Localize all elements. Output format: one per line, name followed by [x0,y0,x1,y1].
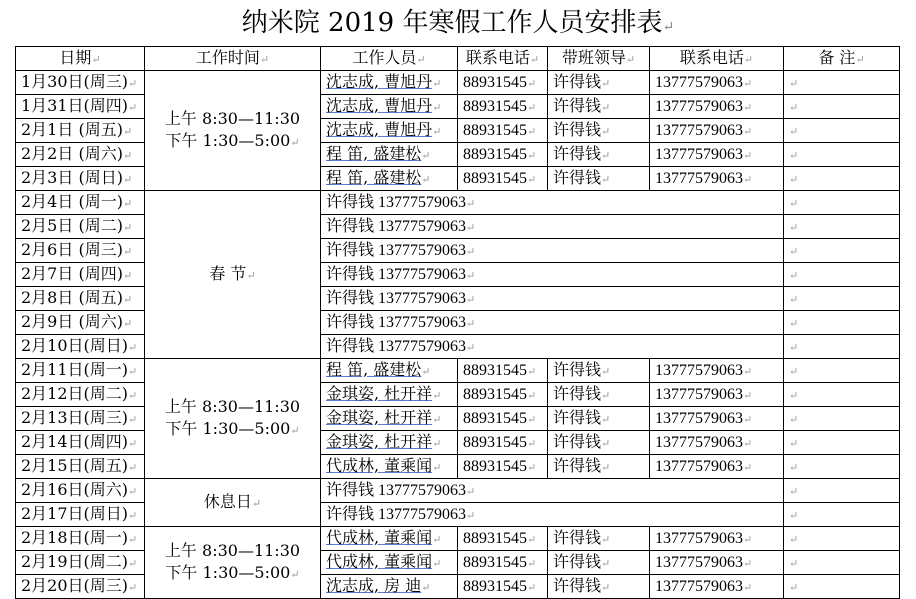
notes-cell: ↵ [784,191,900,215]
date-cell: 2月5日 (周二)↵ [16,215,145,239]
leader-cell: 许得钱↵ [548,455,650,479]
leader-phone-cell: 13777579063↵ [650,143,784,167]
leader-cell: 许得钱↵ [548,551,650,575]
date-cell: 2月7日 (周四)↵ [16,263,145,287]
notes-cell: ↵ [784,143,900,167]
notes-cell: ↵ [784,311,900,335]
leader-phone-cell: 13777579063↵ [650,407,784,431]
duty-cell: 许得钱 13777579063↵ [321,335,784,359]
phone-cell: 88931545↵ [458,71,548,95]
notes-cell: ↵ [784,407,900,431]
date-cell: 2月2日 (周六)↵ [16,143,145,167]
header-time: 工作时间↵ [145,47,321,71]
date-cell: 2月14日(周四)↵ [16,431,145,455]
leader-cell: 许得钱↵ [548,143,650,167]
duty-cell: 许得钱 13777579063↵ [321,215,784,239]
notes-cell: ↵ [784,119,900,143]
table-row [16,71,900,95]
phone-cell: 88931545↵ [458,575,548,599]
leader-phone-cell: 13777579063↵ [650,95,784,119]
date-cell: 2月12日(周二)↵ [16,383,145,407]
notes-cell: ↵ [784,287,900,311]
notes-cell: ↵ [784,455,900,479]
schedule-table [15,46,900,599]
date-cell: 2月18日(周一)↵ [16,527,145,551]
leader-cell: 许得钱↵ [548,95,650,119]
notes-cell: ↵ [784,215,900,239]
date-cell: 2月9日 (周六)↵ [16,311,145,335]
date-cell: 2月16日(周六)↵ [16,479,145,503]
notes-cell: ↵ [784,503,900,527]
phone-cell: 88931545↵ [458,143,548,167]
header-date: 日期↵ [16,47,145,71]
notes-cell: ↵ [784,95,900,119]
leader-phone-cell: 13777579063↵ [650,575,784,599]
notes-cell: ↵ [784,263,900,287]
leader-cell: 许得钱↵ [548,575,650,599]
date-cell: 2月19日(周二)↵ [16,551,145,575]
header-row [16,47,900,71]
notes-cell: ↵ [784,431,900,455]
staff-cell: 沈志成, 曹旭丹↵ [321,71,458,95]
notes-cell: ↵ [784,359,900,383]
header-leader-phone: 联系电话↵ [650,47,784,71]
work-time-cell: 上午 8:30—11:30 下午 1:30—5:00↵ [145,359,321,479]
date-cell: 1月31日(周四)↵ [16,95,145,119]
leader-cell: 许得钱↵ [548,407,650,431]
staff-cell: 金琪姿, 杜开祥↵ [321,407,458,431]
table-row [16,359,900,383]
phone-cell: 88931545↵ [458,95,548,119]
leader-phone-cell: 13777579063↵ [650,167,784,191]
phone-cell: 88931545↵ [458,527,548,551]
date-cell: 2月8日 (周五)↵ [16,287,145,311]
notes-cell: ↵ [784,167,900,191]
header-staff: 工作人员↵ [321,47,458,71]
notes-cell: ↵ [784,575,900,599]
staff-cell: 代成林, 董乘闻↵ [321,455,458,479]
notes-cell: ↵ [784,527,900,551]
leader-phone-cell: 13777579063↵ [650,455,784,479]
leader-cell: 许得钱↵ [548,71,650,95]
phone-cell: 88931545↵ [458,551,548,575]
phone-cell: 88931545↵ [458,383,548,407]
header-notes: 备 注↵ [784,47,900,71]
date-cell: 2月4日 (周一)↵ [16,191,145,215]
table-row [16,527,900,551]
work-time-cell: 春 节↵ [145,191,321,359]
leader-phone-cell: 13777579063↵ [650,359,784,383]
notes-cell: ↵ [784,551,900,575]
staff-cell: 沈志成, 曹旭丹↵ [321,119,458,143]
date-cell: 1月30日(周三)↵ [16,71,145,95]
duty-cell: 许得钱 13777579063↵ [321,503,784,527]
phone-cell: 88931545↵ [458,167,548,191]
leader-cell: 许得钱↵ [548,119,650,143]
phone-cell: 88931545↵ [458,359,548,383]
staff-cell: 沈志成, 房 迪↵ [321,575,458,599]
staff-cell: 沈志成, 曹旭丹↵ [321,95,458,119]
duty-cell: 许得钱 13777579063↵ [321,263,784,287]
phone-cell: 88931545↵ [458,455,548,479]
leader-phone-cell: 13777579063↵ [650,383,784,407]
notes-cell: ↵ [784,239,900,263]
staff-cell: 程 笛, 盛建松↵ [321,167,458,191]
leader-phone-cell: 13777579063↵ [650,119,784,143]
notes-cell: ↵ [784,479,900,503]
date-cell: 2月1日 (周五)↵ [16,119,145,143]
leader-cell: 许得钱↵ [548,527,650,551]
header-phone: 联系电话↵ [458,47,548,71]
table-row [16,479,900,503]
staff-cell: 代成林, 董乘闻↵ [321,551,458,575]
duty-cell: 许得钱 13777579063↵ [321,191,784,215]
duty-cell: 许得钱 13777579063↵ [321,479,784,503]
staff-cell: 程 笛, 盛建松↵ [321,359,458,383]
table-row [16,191,900,215]
header-leader: 带班领导↵ [548,47,650,71]
leader-phone-cell: 13777579063↵ [650,551,784,575]
leader-cell: 许得钱↵ [548,167,650,191]
staff-cell: 程 笛, 盛建松↵ [321,143,458,167]
notes-cell: ↵ [784,335,900,359]
leader-phone-cell: 13777579063↵ [650,71,784,95]
work-time-cell: 休息日↵ [145,479,321,527]
date-cell: 2月17日(周日)↵ [16,503,145,527]
duty-cell: 许得钱 13777579063↵ [321,287,784,311]
staff-cell: 金琪姿, 杜开祥↵ [321,431,458,455]
duty-cell: 许得钱 13777579063↵ [321,311,784,335]
staff-cell: 代成林, 董乘闻↵ [321,527,458,551]
date-cell: 2月15日(周五)↵ [16,455,145,479]
date-cell: 2月3日 (周日)↵ [16,167,145,191]
date-cell: 2月10日(周日)↵ [16,335,145,359]
notes-cell: ↵ [784,71,900,95]
leader-cell: 许得钱↵ [548,383,650,407]
date-cell: 2月13日(周三)↵ [16,407,145,431]
staff-cell: 金琪姿, 杜开祥↵ [321,383,458,407]
leader-cell: 许得钱↵ [548,359,650,383]
date-cell: 2月6日 (周三)↵ [16,239,145,263]
work-time-cell: 上午 8:30—11:30 下午 1:30—5:00↵ [145,527,321,599]
notes-cell: ↵ [784,383,900,407]
date-cell: 2月20日(周三)↵ [16,575,145,599]
phone-cell: 88931545↵ [458,407,548,431]
phone-cell: 88931545↵ [458,119,548,143]
leader-cell: 许得钱↵ [548,431,650,455]
date-cell: 2月11日(周一)↵ [16,359,145,383]
work-time-cell: 上午 8:30—11:30 下午 1:30—5:00↵ [145,71,321,191]
leader-phone-cell: 13777579063↵ [650,527,784,551]
phone-cell: 88931545↵ [458,431,548,455]
duty-cell: 许得钱 13777579063↵ [321,239,784,263]
page-title: 纳米院 2019 年寒假工作人员安排表↵ [241,8,675,38]
leader-phone-cell: 13777579063↵ [650,431,784,455]
